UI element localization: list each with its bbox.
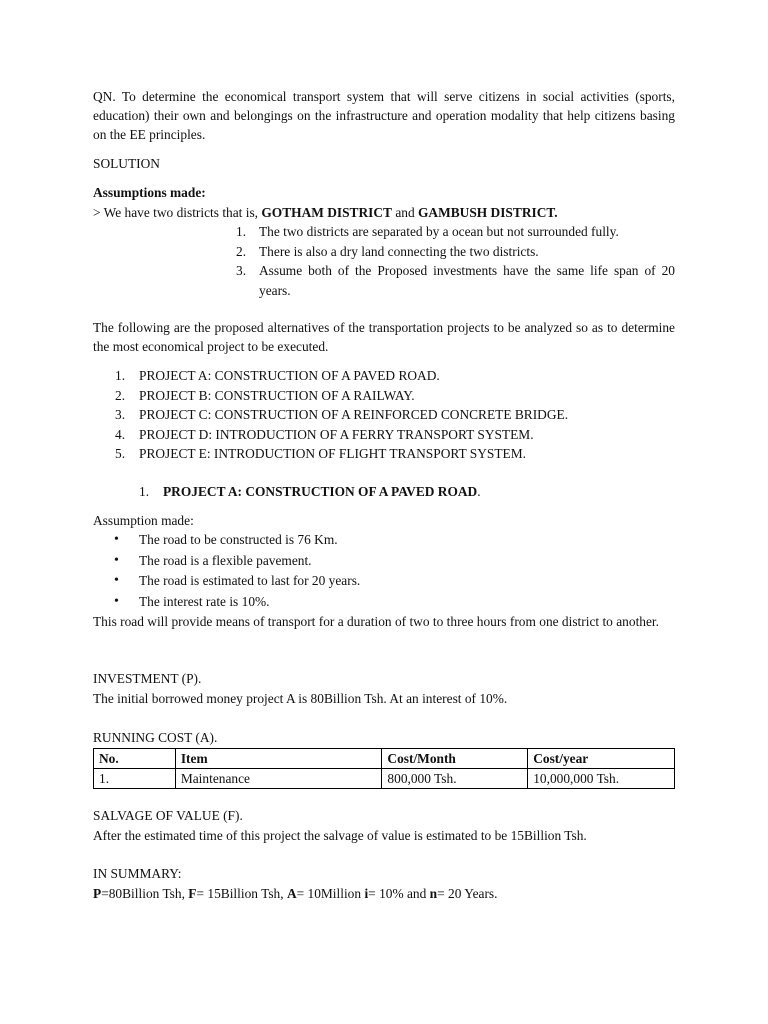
district-gotham: GOTHAM DISTRICT (261, 205, 392, 220)
table-header-cell: Cost/Month (382, 749, 528, 769)
salvage-heading: SALVAGE OF VALUE (F). (93, 808, 243, 823)
investment-heading: INVESTMENT (P). (93, 671, 202, 686)
list-item: • The road is estimated to last for 20 years. (112, 571, 675, 592)
alternatives-intro: The following are the proposed alternatives of the transportation projects to be analyzed so as to determine the most economical project to be executed. (93, 320, 675, 354)
list-item: 1. PROJECT A: CONSTRUCTION OF A PAVED ROAD. (115, 368, 440, 383)
table-header-cell: No. (94, 749, 176, 769)
list-item: 4. PROJECT D: INTRODUCTION OF A FERRY TRANSPORT SYSTEM. (115, 426, 534, 442)
project-a-assumption-label: Assumption made: (93, 513, 194, 528)
list-item: • The road to be constructed is 76 Km. (112, 530, 675, 551)
list-item: 1. The two districts are separated by a ocean but not surrounded fully. (236, 224, 619, 239)
solution-heading: SOLUTION (93, 156, 160, 171)
list-item: • The interest rate is 10%. (112, 592, 675, 613)
project-a-assumptions (112, 530, 675, 612)
district-gambush: GAMBUSH DISTRICT. (418, 205, 558, 220)
assumptions-heading: Assumptions made: (93, 185, 206, 200)
summary-line: P=80Billion Tsh, F= 15Billion Tsh, A= 10Million i= 10% and n= 20 Years. (93, 886, 498, 901)
table-cell: Maintenance (175, 769, 382, 789)
list-item: • The road is a flexible pavement. (112, 551, 675, 572)
assumptions-list (236, 222, 675, 300)
question-text: QN. To determine the economical transport system that will serve citizens in social activities (sports, education) their own and belongings on the infrastructure and operation modality that help citizens basing on the EE principles. (93, 89, 675, 142)
list-item: 3. PROJECT C: CONSTRUCTION OF A REINFORCED CONCRETE BRIDGE. (115, 407, 569, 422)
table-header-cell: Item (175, 749, 382, 769)
running-cost-heading: RUNNING COST (A). (93, 730, 218, 745)
running-cost-table (93, 748, 675, 789)
salvage-text: After the estimated time of this project the salvage of value is estimated to be 15Billion Tsh. (93, 828, 587, 843)
summary-heading: IN SUMMARY: (93, 866, 182, 881)
list-item: 3. Assume both of the Proposed investments have the same life span of 20 years. (236, 263, 675, 298)
table-cell: 10,000,000 Tsh. (528, 769, 675, 789)
list-item: 2. PROJECT B: CONSTRUCTION OF A RAILWAY. (115, 387, 415, 403)
investment-text: The initial borrowed money project A is 80Billion Tsh. At an interest of 10%. (93, 691, 508, 706)
road-description: This road will provide means of transport for a duration of two to three hours from one district to another. (93, 614, 659, 629)
table-cell: 1. (94, 769, 176, 789)
table-header-row (94, 749, 675, 769)
table-header-cell: Cost/year (528, 749, 675, 769)
list-item: 2. There is also a dry land connecting the two districts. (236, 243, 539, 259)
project-a-heading: 1. PROJECT A: CONSTRUCTION OF A PAVED ROAD. (139, 484, 481, 499)
projects-list (115, 366, 675, 464)
table-cell: 800,000 Tsh. (382, 769, 528, 789)
table-row (94, 769, 675, 789)
list-item: 5. PROJECT E: INTRODUCTION OF FLIGHT TRANSPORT SYSTEM. (115, 446, 526, 461)
districts-line: > We have two districts that is, GOTHAM DISTRICT and GAMBUSH DISTRICT. (93, 205, 558, 220)
